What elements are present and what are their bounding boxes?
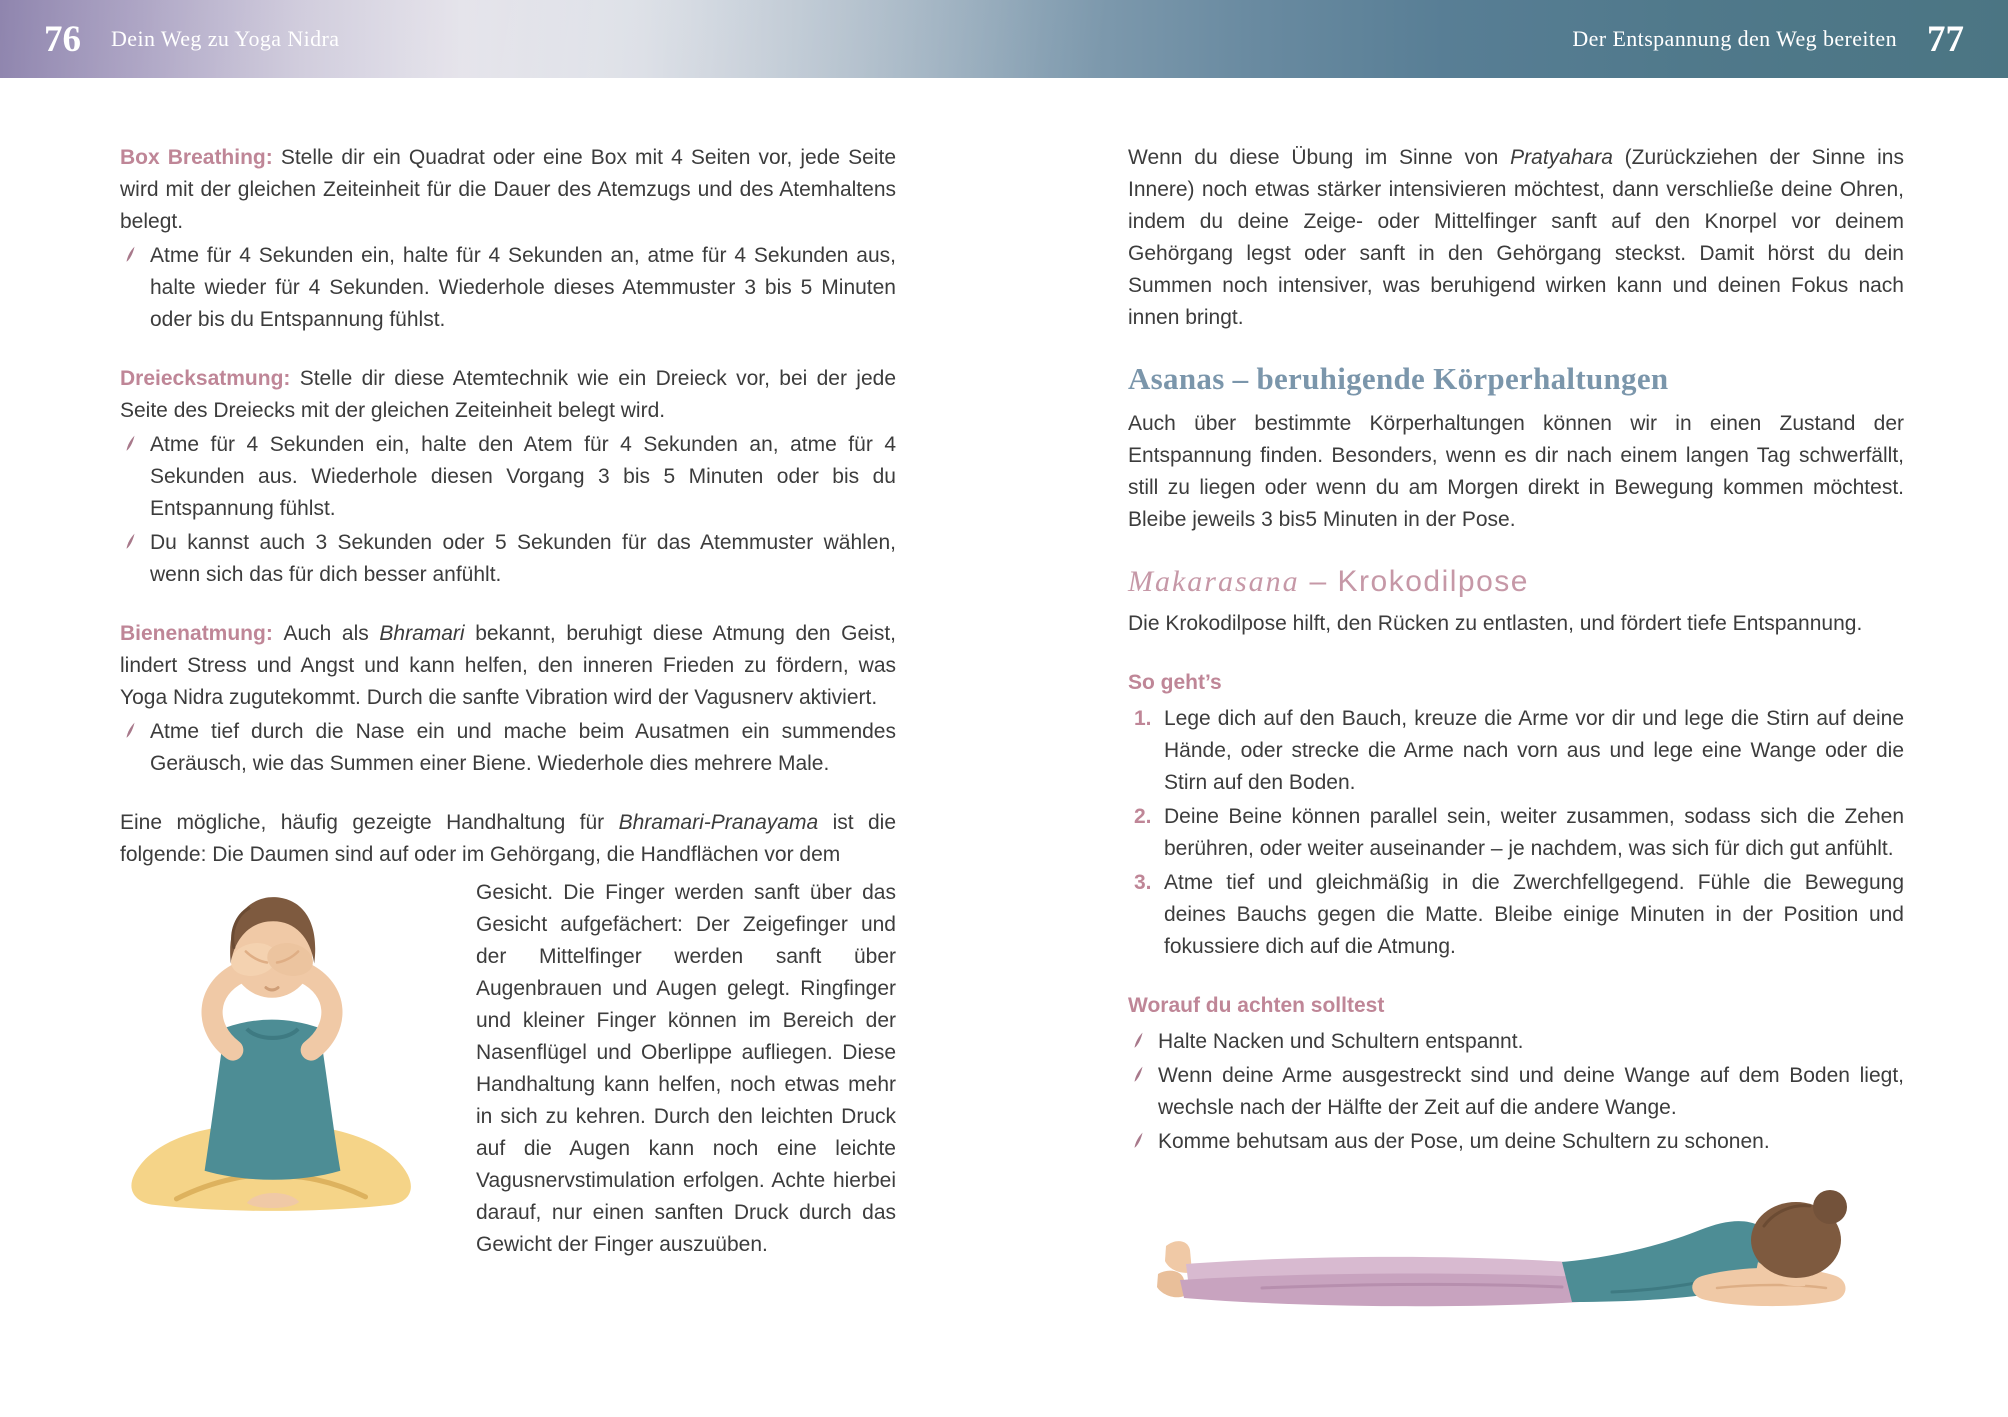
bullet-text: Komme behutsam aus der Pose, um deine Schultern zu schonen.	[1158, 1130, 1770, 1153]
leaf-bullet-icon	[1128, 1126, 1158, 1158]
right-page-content	[1128, 142, 1904, 1370]
step-item	[1128, 703, 1904, 799]
bullet-item	[1128, 1126, 1904, 1158]
step-item	[1128, 867, 1904, 963]
left-page-content	[120, 142, 896, 1261]
step-text: Atme tief und gleichmäßig in die Zwerchfellgegend. Fühle die Bewegung deines Bauchs gegen die Matte. Bleibe einige Minuten in der Position und fokussiere dich auf die Atmung.	[1164, 871, 1904, 958]
handhaltung-intro-paragraph: Eine mögliche, häufig gezeigte Handhaltung für Bhramari-Pranayama ist die folgende: Die Daumen sind auf oder im Gehörgang, die Handflächen vor dem	[120, 811, 896, 866]
right-page-number: 77	[1927, 18, 1964, 60]
asanas-intro-paragraph: Auch über bestimmte Körperhaltungen können wir in einen Zustand der Entspannung finden. Besonders, wenn es dir nach einem langen Tag schwerfällt, still zu liegen oder wenn du am Morgen direkt in Bewegung kommen möchtest. Bleibe jeweils 3 bis5 Minuten in der Pose.	[1128, 412, 1904, 531]
header-left-group	[44, 18, 339, 61]
makarasana-word: Makarasana	[1128, 565, 1300, 598]
leaf-bullet-icon	[120, 716, 150, 780]
bullet-item	[120, 240, 896, 336]
bullet-item	[1128, 1026, 1904, 1058]
bullet-item	[120, 527, 896, 591]
dreiecksatmung-paragraph: Dreiecksatmung: Stelle dir diese Atemtechnik wie ein Dreieck vor, bei der jede Seite des Dreiecks mit der gleichen Zeiteinheit belegt wird.	[120, 367, 897, 422]
step-number: 3.	[1134, 871, 1152, 894]
header-right-group	[1572, 18, 1964, 61]
bullet-item	[1128, 1060, 1904, 1124]
handhaltung-wrap-block	[120, 877, 896, 1261]
bullet-text: Atme für 4 Sekunden ein, halte den Atem für 4 Sekunden an, atme für 4 Sekunden aus. Wiederhole diesen Vorgang 3 bis 5 Minuten oder bis du Entspannung fühlst.	[150, 433, 896, 520]
so-gehts-label: So geht’s	[1128, 671, 1222, 694]
bullet-item	[120, 716, 896, 780]
bullet-text: Halte Nacken und Schultern entspannt.	[1158, 1030, 1524, 1053]
bullet-text: Wenn deine Arme ausgestreckt sind und deine Wange auf dem Boden liegt, wechsle nach der Hälfte der Zeit auf die andere Wange.	[1158, 1064, 1904, 1119]
left-page-number: 76	[44, 18, 81, 60]
leaf-bullet-icon	[1128, 1026, 1158, 1058]
bullet-item	[120, 429, 896, 525]
bullet-text: Atme tief durch die Nase ein und mache beim Ausatmen ein summendes Geräusch, wie das Summen einer Biene. Wiederhole dies mehrere Male.	[150, 720, 896, 775]
left-running-title: Dein Weg zu Yoga Nidra	[111, 26, 340, 51]
leaf-bullet-icon	[120, 429, 150, 525]
bullet-text: Du kannst auch 3 Sekunden oder 5 Sekunden für das Atemmuster wählen, wenn sich das für dich besser anfühlt.	[150, 531, 896, 586]
makarasana-heading	[1128, 564, 1904, 600]
seated-figure-hands-over-eyes-icon	[96, 877, 448, 1219]
step-number: 1.	[1134, 707, 1152, 730]
asanas-heading: Asanas – beruhigende Körperhaltungen	[1128, 361, 1669, 396]
crocodile-pose-illustration	[1142, 1180, 1882, 1370]
box-breathing-paragraph: Box Breathing: Stelle dir ein Quadrat oder eine Box mit 4 Seiten vor, jede Seite wird mit der gleichen Zeiteinheit für die Dauer des Atemzugs und des Atemhaltens belegt.	[120, 146, 897, 233]
step-text: Deine Beine können parallel sein, weiter zusammen, sodass sich die Zehen berühren, oder weiter auseinander – je nachdem, was sich für dich gut anfühlt.	[1164, 805, 1904, 860]
handhaltung-wrapped-text: Gesicht. Die Finger werden sanft über das Gesicht aufgefächert: Der Zeigefinger und der Mittelfinger werden sanft über Augenbrauen und Augen gelegt. Ringfinger und kleiner Finger können im Bereich der Nasenflügel und Oberlippe aufliegen. Diese Handhaltung kann helfen, noch etwas mehr in sich zu kehren. Durch den leichten Druck auf die Augen kann noch eine leichte Vagusnervstimulation erfolgen. Achte hierbei darauf, nur einen sanften Druck durch das Gewicht der Finger auszuüben.	[476, 881, 896, 1256]
leaf-bullet-icon	[120, 240, 150, 336]
step-number: 2.	[1134, 805, 1152, 828]
step-item	[1128, 801, 1904, 865]
leaf-bullet-icon	[1128, 1060, 1158, 1124]
bienenatmung-paragraph: Bienenatmung: Auch als Bhramari bekannt, beruhigt diese Atmung den Geist, lindert Stress und Angst und kann helfen, den inneren Frieden zu fördern, was Yoga Nidra zugutekommt. Durch die sanfte Vibration wird der Vagusnerv aktiviert.	[120, 622, 897, 709]
makarasana-intro-paragraph: Die Krokodilpose hilft, den Rücken zu entlasten, und fördert tiefe Entspannung.	[1128, 612, 1863, 635]
crocodile-pose-figure-icon	[1142, 1180, 1882, 1360]
seated-pose-illustration	[96, 877, 448, 1261]
makarasana-subtitle: – Krokodilpose	[1299, 565, 1529, 598]
bullet-text: Atme für 4 Sekunden ein, halte für 4 Sekunden an, atme für 4 Sekunden aus, halte wieder für 4 Sekunden. Wiederhole dieses Atemmuster 3 bis 5 Minuten oder bis du Entspannung fühlst.	[150, 244, 896, 331]
worauf-label: Worauf du achten solltest	[1128, 994, 1385, 1017]
page-header-band	[0, 0, 2008, 78]
right-running-title: Der Entspannung den Weg bereiten	[1572, 26, 1897, 51]
step-text: Lege dich auf den Bauch, kreuze die Arme vor dir und lege die Stirn auf deine Hände, oder strecke die Arme nach vorn aus und lege eine Wange oder die Stirn auf den Boden.	[1164, 707, 1904, 794]
leaf-bullet-icon	[120, 527, 150, 591]
pratyahara-paragraph: Wenn du diese Übung im Sinne von Pratyahara (Zurückziehen der Sinne ins Innere) noch etwas stärker intensivieren möchtest, dann verschließe deine Ohren, indem du deine Zeige- oder Mittelfinger sanft auf den Knorpel vor deinem Gehörgang legst oder sanft in den Gehörgang steckst. Damit hörst du dein Summen noch intensiver, was beruhigend wirken kann und deinen Fokus nach innen bringt.	[1128, 146, 1904, 329]
